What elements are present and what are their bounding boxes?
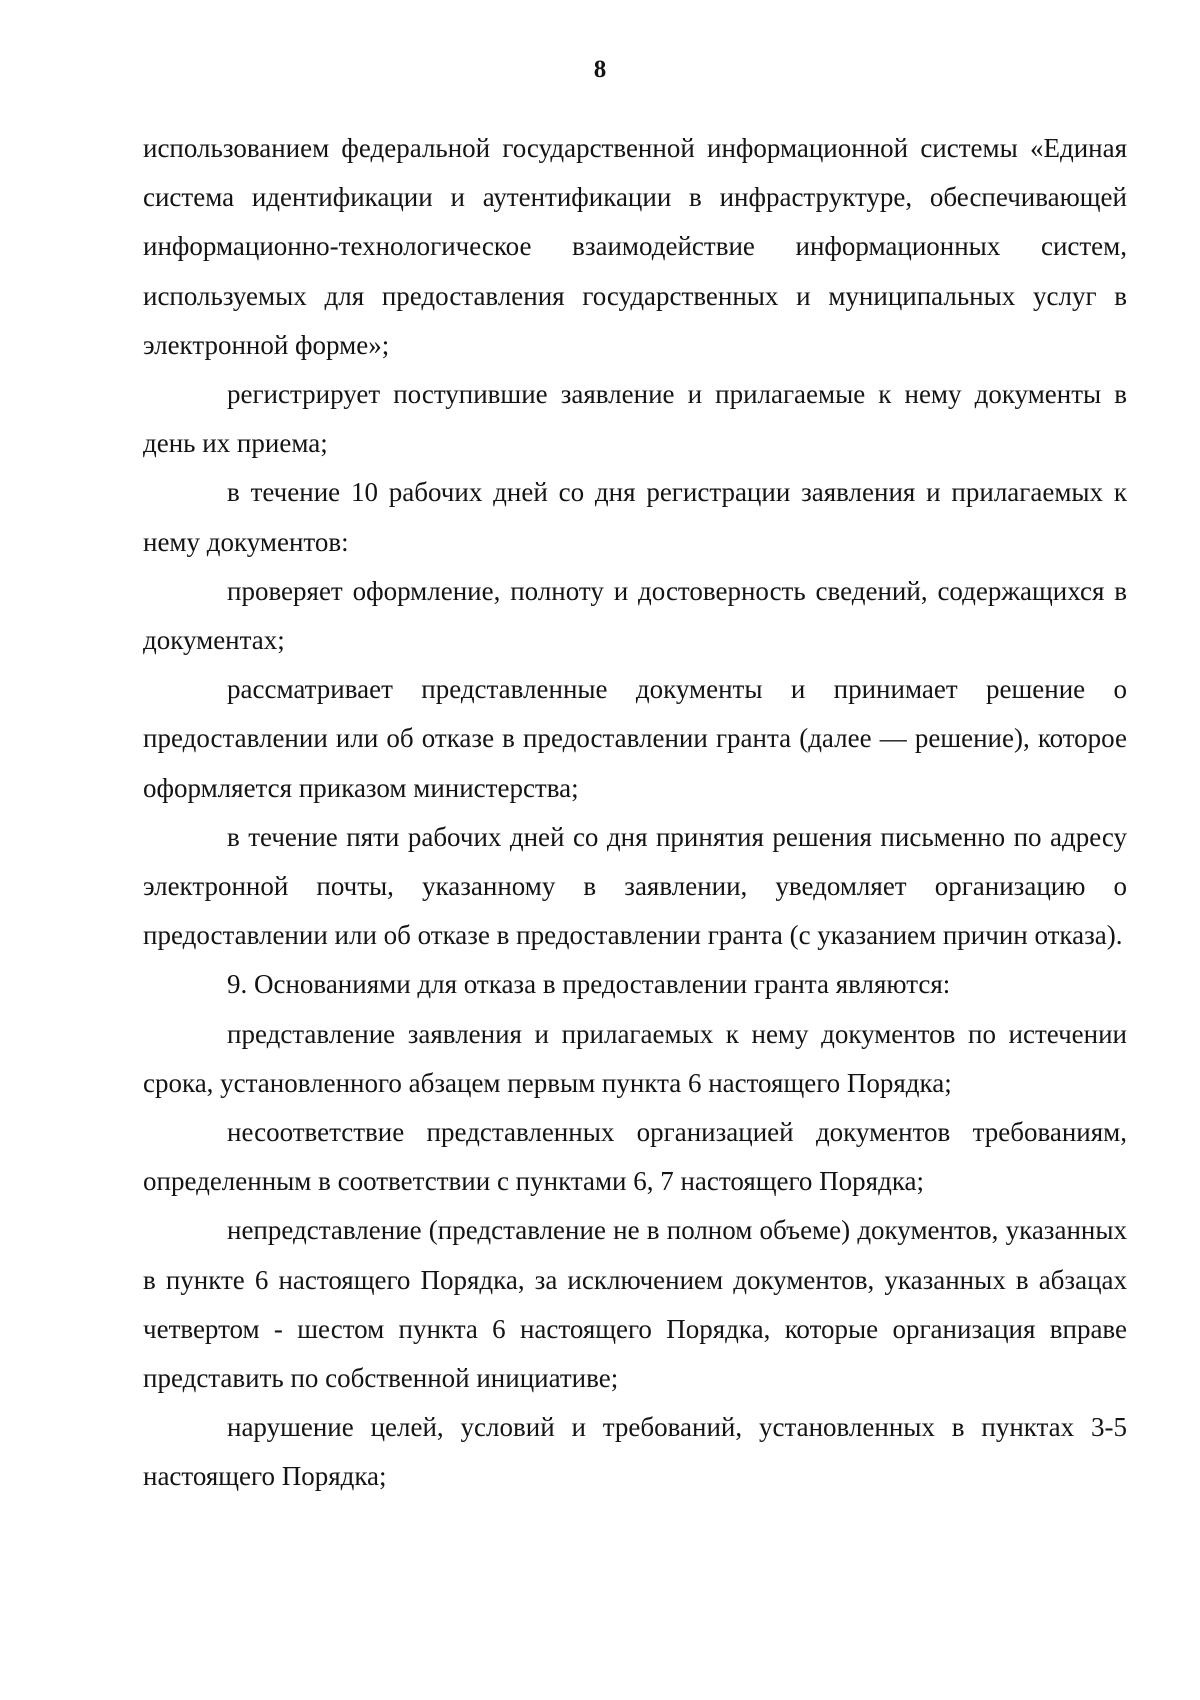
paragraph: нарушение целей, условий и требований, установленных в пунктах 3-5 настоящего Порядка; (143, 1412, 1127, 1492)
section-heading-paragraph: 9. Основаниями для отказа в предоставлении гранта являются: (227, 969, 951, 1000)
paragraph: в течение пяти рабочих дней со дня принятия решения письменно по адресу электронной почты, указанному в заявлении, уведомляет организацию о предоставлении или об отказе в предоставлении гранта (с указанием причин отказа). (143, 821, 1127, 951)
paragraph: непредставление (представление не в полном объеме) документов, указанных в пункте 6 настоящего Порядка, за исключением документов, указанных в абзацах четвертом - шестом пункта 6 настоящего Порядка, которые организация вправе представить по собственной инициативе; (143, 1215, 1127, 1394)
paragraph: использованием федеральной государственной информационной системы «Единая система идентификации и аутентификации в инфраструктуре, обеспечивающей информационно-технологическое взаимодействие информационных систем, используемых для предоставления государственных и муниципальных услуг в электронной форме»; (143, 133, 1127, 360)
paragraph: несоответствие представленных организацией документов требованиям, определенным в соответствии с пунктами 6, 7 настоящего Порядка; (143, 1117, 1127, 1197)
paragraph: регистрирует поступившие заявление и прилагаемые к нему документы в день их приема; (143, 379, 1127, 459)
document-body (143, 124, 1127, 1502)
paragraph: представление заявления и прилагаемых к нему документов по истечении срока, установленного абзацем первым пункта 6 настоящего Порядка; (143, 1018, 1127, 1098)
page-number: 8 (593, 56, 607, 83)
paragraph: рассматривает представленные документы и принимает решение о предоставлении или об отказе в предоставлении гранта (далее — решение), которое оформляется приказом министерства; (143, 674, 1127, 803)
paragraph: проверяет оформление, полноту и достоверность сведений, содержащихся в документах; (143, 575, 1127, 656)
paragraph: в течение 10 рабочих дней со дня регистрации заявления и прилагаемых к нему документов: (143, 477, 1127, 557)
